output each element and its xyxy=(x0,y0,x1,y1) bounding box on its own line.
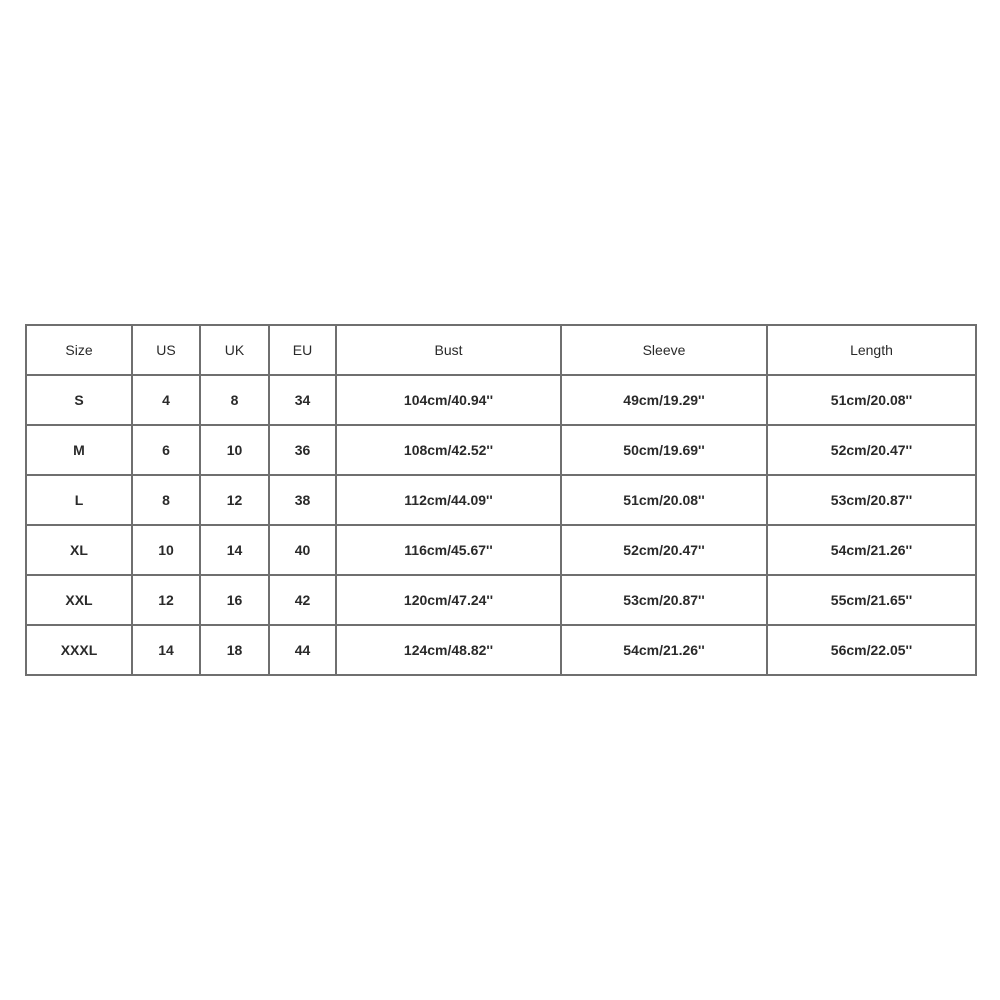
cell-length: 51cm/20.08'' xyxy=(767,375,976,425)
cell-eu: 42 xyxy=(269,575,336,625)
cell-sleeve: 54cm/21.26'' xyxy=(561,625,767,675)
cell-length: 56cm/22.05'' xyxy=(767,625,976,675)
table-row xyxy=(26,575,976,625)
cell-us: 14 xyxy=(132,625,200,675)
cell-uk: 12 xyxy=(200,475,269,525)
cell-size: M xyxy=(26,425,132,475)
table-row xyxy=(26,525,976,575)
table-row xyxy=(26,475,976,525)
cell-us: 10 xyxy=(132,525,200,575)
cell-uk: 18 xyxy=(200,625,269,675)
cell-bust: 112cm/44.09'' xyxy=(336,475,561,525)
cell-length: 54cm/21.26'' xyxy=(767,525,976,575)
cell-sleeve: 50cm/19.69'' xyxy=(561,425,767,475)
cell-bust: 116cm/45.67'' xyxy=(336,525,561,575)
cell-eu: 44 xyxy=(269,625,336,675)
header-bust: Bust xyxy=(336,325,561,375)
header-eu: EU xyxy=(269,325,336,375)
cell-sleeve: 52cm/20.47'' xyxy=(561,525,767,575)
cell-eu: 36 xyxy=(269,425,336,475)
cell-us: 8 xyxy=(132,475,200,525)
cell-size: XXXL xyxy=(26,625,132,675)
cell-bust: 124cm/48.82'' xyxy=(336,625,561,675)
cell-us: 12 xyxy=(132,575,200,625)
cell-length: 52cm/20.47'' xyxy=(767,425,976,475)
cell-uk: 14 xyxy=(200,525,269,575)
table-row xyxy=(26,375,976,425)
table-row xyxy=(26,625,976,675)
cell-uk: 16 xyxy=(200,575,269,625)
cell-length: 53cm/20.87'' xyxy=(767,475,976,525)
header-size: Size xyxy=(26,325,132,375)
cell-eu: 38 xyxy=(269,475,336,525)
cell-size: XXL xyxy=(26,575,132,625)
header-sleeve: Sleeve xyxy=(561,325,767,375)
cell-sleeve: 51cm/20.08'' xyxy=(561,475,767,525)
header-row xyxy=(26,325,976,375)
cell-us: 4 xyxy=(132,375,200,425)
cell-us: 6 xyxy=(132,425,200,475)
cell-bust: 108cm/42.52'' xyxy=(336,425,561,475)
cell-sleeve: 49cm/19.29'' xyxy=(561,375,767,425)
cell-size: L xyxy=(26,475,132,525)
header-uk: UK xyxy=(200,325,269,375)
cell-sleeve: 53cm/20.87'' xyxy=(561,575,767,625)
cell-bust: 120cm/47.24'' xyxy=(336,575,561,625)
table-row xyxy=(26,425,976,475)
header-length: Length xyxy=(767,325,976,375)
cell-size: S xyxy=(26,375,132,425)
cell-bust: 104cm/40.94'' xyxy=(336,375,561,425)
cell-eu: 34 xyxy=(269,375,336,425)
cell-uk: 8 xyxy=(200,375,269,425)
header-us: US xyxy=(132,325,200,375)
size-chart-table xyxy=(25,324,977,676)
cell-eu: 40 xyxy=(269,525,336,575)
cell-size: XL xyxy=(26,525,132,575)
cell-length: 55cm/21.65'' xyxy=(767,575,976,625)
cell-uk: 10 xyxy=(200,425,269,475)
